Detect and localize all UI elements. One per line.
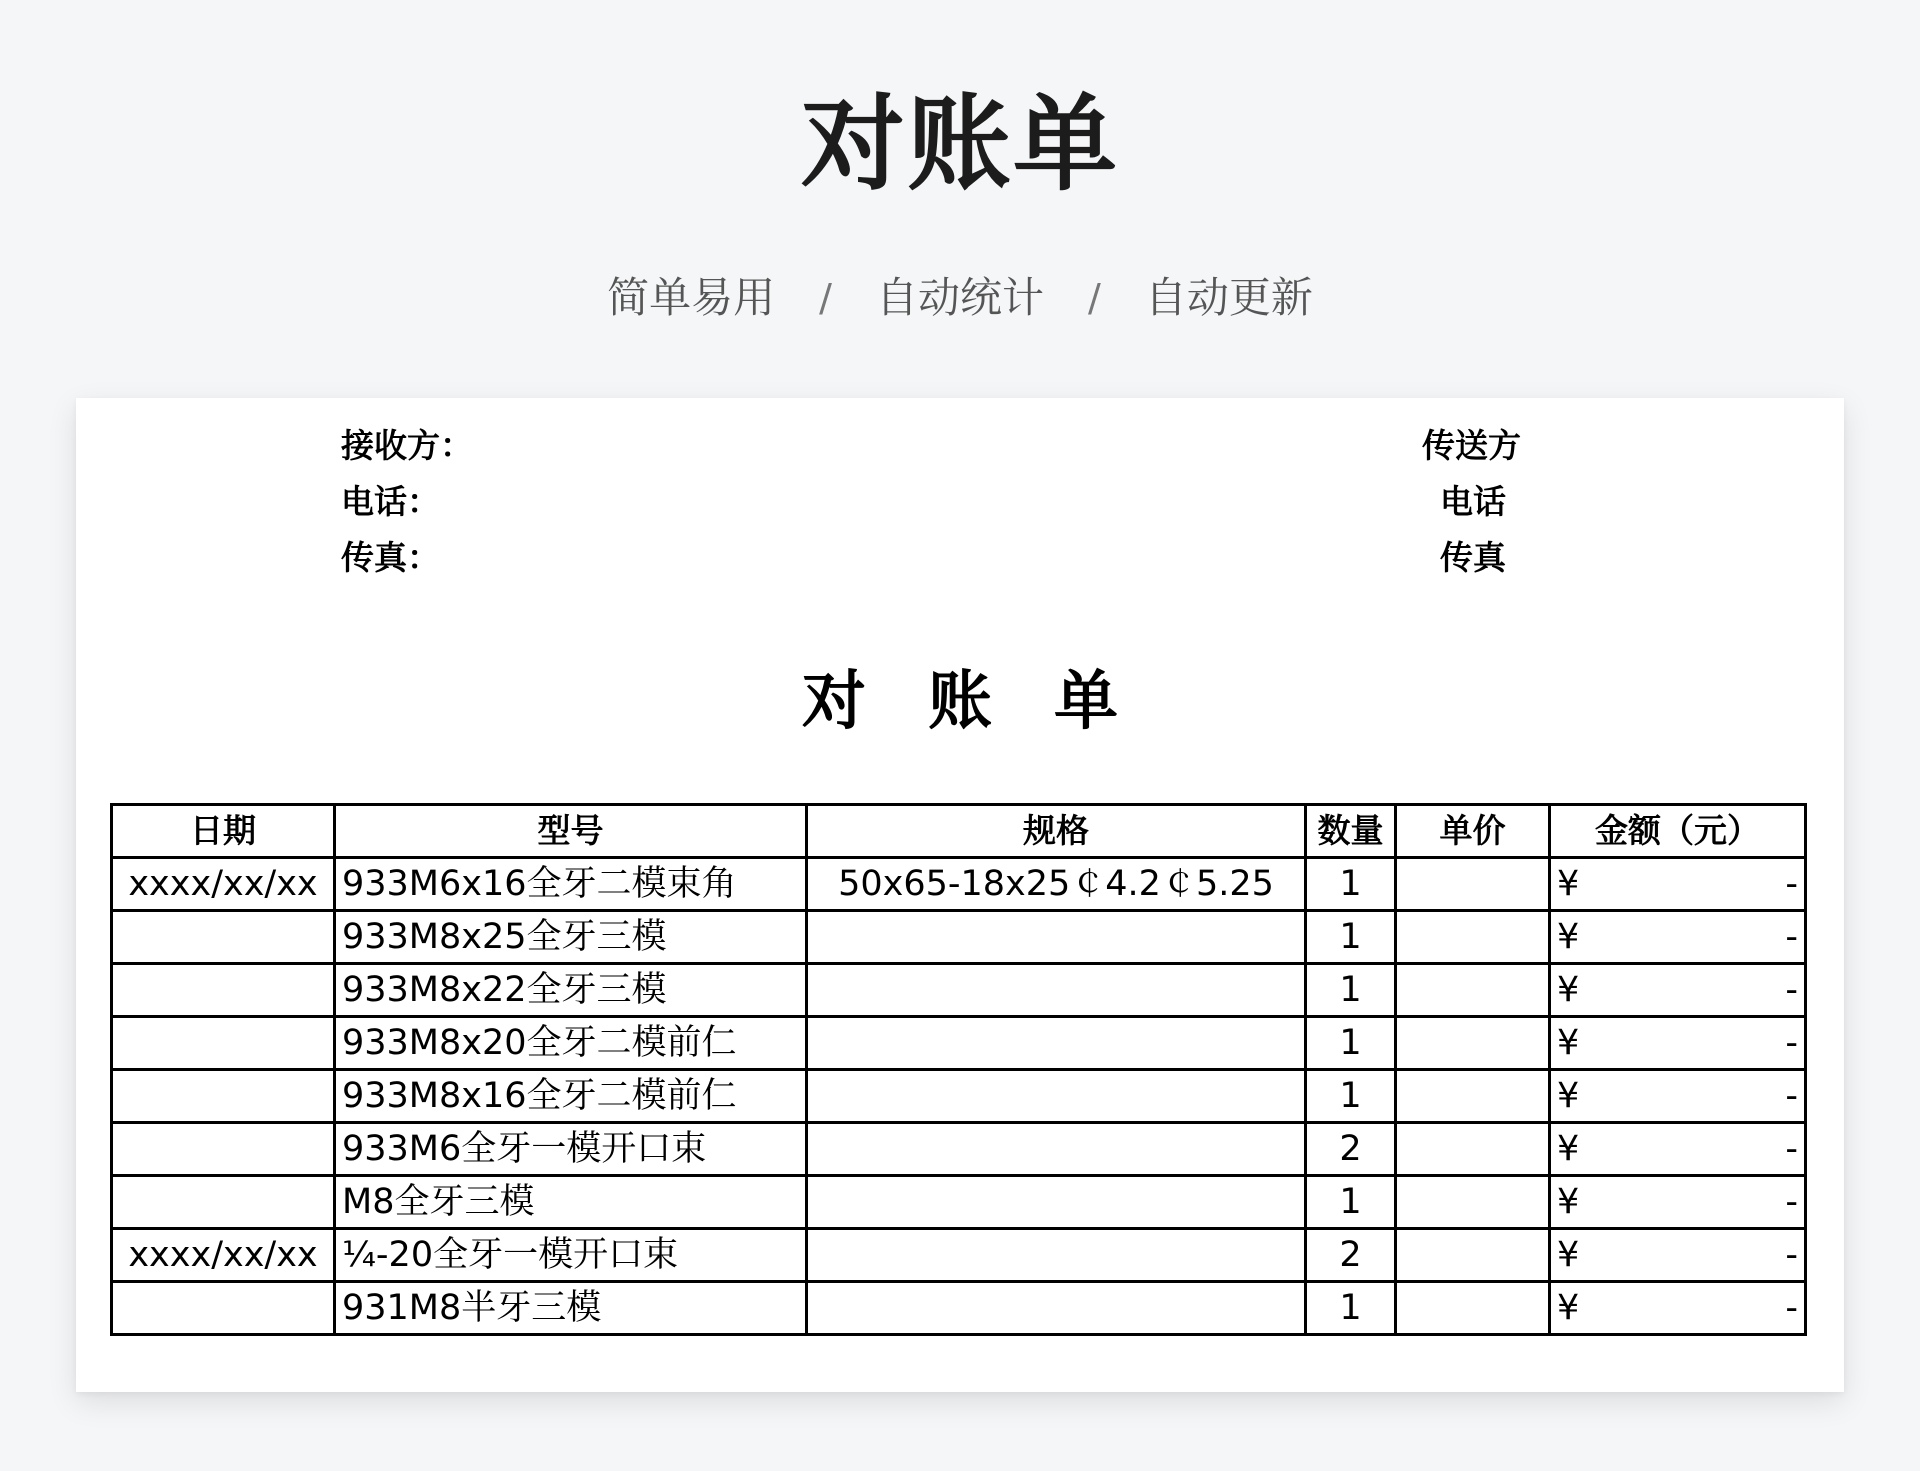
amount-wrap bbox=[1557, 1018, 1798, 1068]
table-row bbox=[112, 1017, 1806, 1070]
cell-model: 933M8x16全牙二模前仁 bbox=[335, 1070, 807, 1123]
cell-qty: 1 bbox=[1306, 1070, 1396, 1123]
cell-amount bbox=[1550, 964, 1806, 1017]
table-row bbox=[112, 1070, 1806, 1123]
cell-model: 933M6x16全牙二模束角 bbox=[335, 858, 807, 911]
table-header-row bbox=[112, 805, 1806, 858]
amount-value: - bbox=[1785, 1076, 1798, 1116]
cell-amount bbox=[1550, 1123, 1806, 1176]
amount-wrap bbox=[1557, 859, 1798, 909]
hero-title: 对账单 bbox=[800, 83, 1119, 205]
amount-wrap bbox=[1557, 1177, 1798, 1227]
column-header-amount: 金额（元） bbox=[1550, 805, 1806, 858]
currency-symbol: ¥ bbox=[1557, 864, 1580, 904]
currency-symbol: ¥ bbox=[1557, 1023, 1580, 1063]
currency-symbol: ¥ bbox=[1557, 1182, 1580, 1222]
cell-spec bbox=[807, 1282, 1306, 1335]
receiver-label: 接收方： bbox=[341, 426, 473, 465]
tagline-separator: / bbox=[1088, 276, 1101, 320]
cell-amount bbox=[1550, 1282, 1806, 1335]
cell-qty: 1 bbox=[1306, 1282, 1396, 1335]
tagline-item: 自动更新 bbox=[1144, 273, 1313, 322]
column-header-qty: 数量 bbox=[1306, 805, 1396, 858]
cell-date bbox=[112, 1070, 335, 1123]
tagline-item: 简单易用 bbox=[607, 273, 776, 322]
cell-price bbox=[1396, 1229, 1550, 1282]
cell-qty: 1 bbox=[1306, 858, 1396, 911]
cell-price bbox=[1396, 1123, 1550, 1176]
table-row bbox=[112, 1282, 1806, 1335]
cell-amount bbox=[1550, 1070, 1806, 1123]
cell-spec bbox=[807, 911, 1306, 964]
table-row bbox=[112, 858, 1806, 911]
tagline-separator: / bbox=[819, 276, 832, 320]
cell-qty: 1 bbox=[1306, 911, 1396, 964]
cell-amount bbox=[1550, 911, 1806, 964]
cell-model: 931M8半牙三模 bbox=[335, 1282, 807, 1335]
cell-date bbox=[112, 1123, 335, 1176]
amount-wrap bbox=[1557, 1071, 1798, 1121]
cell-spec: 50x65-18x25￠4.2￠5.25 bbox=[807, 858, 1306, 911]
currency-symbol: ¥ bbox=[1557, 1288, 1580, 1328]
cell-spec bbox=[807, 964, 1306, 1017]
cell-spec bbox=[807, 1123, 1306, 1176]
cell-price bbox=[1396, 1017, 1550, 1070]
amount-value: - bbox=[1785, 1182, 1798, 1222]
cell-spec bbox=[807, 1070, 1306, 1123]
table-row bbox=[112, 1176, 1806, 1229]
cell-qty: 1 bbox=[1306, 1176, 1396, 1229]
currency-symbol: ¥ bbox=[1557, 1076, 1580, 1116]
statement-table bbox=[110, 803, 1807, 1336]
cell-price bbox=[1396, 858, 1550, 911]
amount-value: - bbox=[1785, 1129, 1798, 1169]
column-header-spec: 规格 bbox=[807, 805, 1306, 858]
receiver-phone-label: 电话： bbox=[341, 482, 440, 521]
cell-qty: 1 bbox=[1306, 964, 1396, 1017]
table-row bbox=[112, 964, 1806, 1017]
tagline bbox=[0, 270, 1920, 326]
cell-model: 933M8x20全牙二模前仁 bbox=[335, 1017, 807, 1070]
cell-model: ¼-20全牙一模开口束 bbox=[335, 1229, 807, 1282]
cell-price bbox=[1396, 911, 1550, 964]
column-header-model: 型号 bbox=[335, 805, 807, 858]
cell-model: 933M6全牙一模开口束 bbox=[335, 1123, 807, 1176]
statement-sheet bbox=[76, 398, 1844, 1392]
cell-price bbox=[1396, 1176, 1550, 1229]
cell-date bbox=[112, 911, 335, 964]
sender-fax-label: 传真 bbox=[1440, 538, 1506, 577]
amount-value: - bbox=[1785, 970, 1798, 1010]
cell-price bbox=[1396, 964, 1550, 1017]
currency-symbol: ¥ bbox=[1557, 1129, 1580, 1169]
table-row bbox=[112, 1123, 1806, 1176]
cell-qty: 2 bbox=[1306, 1123, 1396, 1176]
sheet-title: 对账单 bbox=[802, 665, 1180, 739]
amount-value: - bbox=[1785, 1235, 1798, 1275]
cell-model: M8全牙三模 bbox=[335, 1176, 807, 1229]
cell-date bbox=[112, 964, 335, 1017]
currency-symbol: ¥ bbox=[1557, 970, 1580, 1010]
sender-phone-label: 电话 bbox=[1440, 482, 1506, 521]
cell-model: 933M8x25全牙三模 bbox=[335, 911, 807, 964]
cell-amount bbox=[1550, 1176, 1806, 1229]
column-header-date: 日期 bbox=[112, 805, 335, 858]
cell-price bbox=[1396, 1282, 1550, 1335]
cell-date bbox=[112, 1017, 335, 1070]
cell-date bbox=[112, 1282, 335, 1335]
amount-wrap bbox=[1557, 1283, 1798, 1333]
cell-model: 933M8x22全牙三模 bbox=[335, 964, 807, 1017]
tagline-item: 自动统计 bbox=[875, 273, 1044, 322]
cell-amount bbox=[1550, 858, 1806, 911]
amount-wrap bbox=[1557, 1124, 1798, 1174]
cell-price bbox=[1396, 1070, 1550, 1123]
cell-spec bbox=[807, 1229, 1306, 1282]
cell-date bbox=[112, 1176, 335, 1229]
currency-symbol: ¥ bbox=[1557, 1235, 1580, 1275]
column-header-price: 单价 bbox=[1396, 805, 1550, 858]
amount-value: - bbox=[1785, 1288, 1798, 1328]
cell-spec bbox=[807, 1176, 1306, 1229]
amount-value: - bbox=[1785, 917, 1798, 957]
cell-amount bbox=[1550, 1017, 1806, 1070]
cell-date: xxxx/xx/xx bbox=[112, 1229, 335, 1282]
table-row bbox=[112, 911, 1806, 964]
cell-spec bbox=[807, 1017, 1306, 1070]
cell-qty: 2 bbox=[1306, 1229, 1396, 1282]
receiver-fax-label: 传真： bbox=[341, 538, 440, 577]
cell-amount bbox=[1550, 1229, 1806, 1282]
amount-value: - bbox=[1785, 1023, 1798, 1063]
amount-wrap bbox=[1557, 1230, 1798, 1280]
cell-date: xxxx/xx/xx bbox=[112, 858, 335, 911]
cell-qty: 1 bbox=[1306, 1017, 1396, 1070]
currency-symbol: ¥ bbox=[1557, 917, 1580, 957]
sheet-title-wrap bbox=[76, 660, 1844, 744]
amount-wrap bbox=[1557, 912, 1798, 962]
sender-label: 传送方 bbox=[1422, 426, 1521, 465]
amount-wrap bbox=[1557, 965, 1798, 1015]
table-row bbox=[112, 1229, 1806, 1282]
amount-value: - bbox=[1785, 864, 1798, 904]
